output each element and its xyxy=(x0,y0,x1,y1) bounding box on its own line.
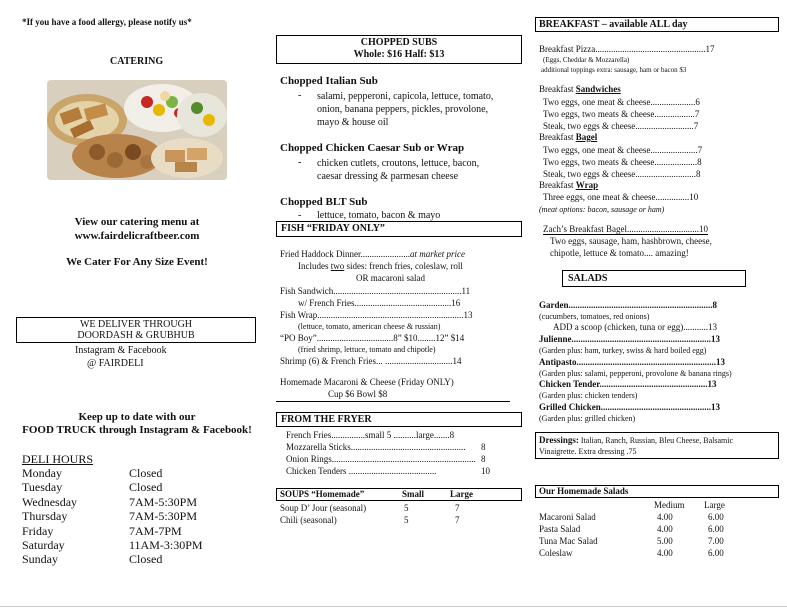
salad-grilled-note: (Garden plus: grilled chicken) xyxy=(539,414,636,423)
catering-photo xyxy=(47,80,227,180)
desc-line: caesar dressing & parmesan cheese xyxy=(317,171,459,182)
po-boy: “PO Boy”..................................8” $10........12” $14 xyxy=(280,333,465,343)
fish-wrap: Fish Wrap.................................................................13 xyxy=(280,310,473,320)
soup-small: 5 xyxy=(404,515,409,525)
fryer-item-price: 8 xyxy=(481,442,486,452)
blt-sub-name: Chopped BLT Sub xyxy=(280,196,368,208)
hours-day: Saturday xyxy=(22,538,65,553)
meat-options: (meat options: bacon, sausage or ham) xyxy=(539,205,665,214)
includes-line xyxy=(298,261,463,271)
homemade-salads-header xyxy=(535,485,779,498)
add-scoop: ADD a scoop (chicken, tuna or egg)...........13 xyxy=(553,322,717,332)
pizza-note2: additional toppings extra: sausage, ham or bacon $3 xyxy=(541,66,687,74)
zach-bagel: Zach’s Breakfast Bagel................................10 xyxy=(543,224,708,234)
fish-sandwich: Fish Sandwich.........................................................11 xyxy=(280,286,471,296)
dash: - xyxy=(298,157,302,168)
menu-item: Two eggs, two meats & cheese...................8 xyxy=(543,157,702,168)
salad-garden: Garden................................................................8 xyxy=(539,300,718,310)
salad-antipasto-note: (Garden plus: salami, pepperoni, provolone & banana rings) xyxy=(539,369,732,378)
fryer-item-name: Mozzarella Sticks................................................... xyxy=(286,442,466,452)
deliver-line2: DOORDASH & GRUBHUB xyxy=(77,330,195,341)
dressings-label: Dressings: xyxy=(539,435,579,445)
hs-name: Tuna Mac Salad xyxy=(539,536,598,546)
menu-item: Two eggs, one meat & cheese....................6 xyxy=(543,97,700,107)
salad-chicken-tender: Chicken Tender................................................13 xyxy=(539,379,717,389)
hs-medium: 4.00 xyxy=(657,548,673,558)
hours-day: Monday xyxy=(22,466,62,480)
salad-julienne: Julienne..............................................................13 xyxy=(539,334,721,344)
soups-title: SOUPS “Homemade” xyxy=(280,489,365,499)
salad-chicken-note: (Garden plus: chicken tenders) xyxy=(539,391,638,400)
view-menu-text: View our catering menu at xyxy=(74,216,200,228)
bagel-items xyxy=(543,144,702,181)
hours-time: Closed xyxy=(129,552,163,567)
hours-day: Tuesday xyxy=(22,480,63,495)
hs-large: 6.00 xyxy=(708,524,724,534)
hs-medium: 5.00 xyxy=(657,536,673,546)
hours-time: 11AM-3:30PM xyxy=(129,538,203,553)
hours-day: Sunday xyxy=(22,552,58,567)
col-medium: Medium xyxy=(654,500,685,510)
page-bottom-divider xyxy=(0,606,787,607)
bagel-heading xyxy=(539,132,597,142)
col-large: Large xyxy=(704,500,725,510)
heading-text: Breakfast xyxy=(539,84,576,94)
dressings-line2: Vinaigrette. Extra dressing .75 xyxy=(539,447,637,456)
po-boy-note: (fried shrimp, lettuce, tomato and chipotle) xyxy=(298,345,436,354)
fish-title: FISH “FRIDAY ONLY” xyxy=(281,223,385,234)
haddock-price: at market price xyxy=(409,249,465,259)
heading-emph: Wrap xyxy=(575,180,599,190)
hours-days xyxy=(22,466,77,567)
fish-header xyxy=(276,221,522,237)
salad-garden-note: (cucumbers, tomatoes, red onions) xyxy=(539,312,650,321)
soup-large: 7 xyxy=(455,515,460,525)
fryer-item-price: 8 xyxy=(481,454,486,464)
hs-large: 7.00 xyxy=(708,536,724,546)
sandwiches-heading xyxy=(539,84,621,94)
chopped-subs-title: CHOPPED SUBS xyxy=(360,37,438,48)
hours-times xyxy=(129,466,203,567)
menu-item: Steak, two eggs & cheese..........................7 xyxy=(543,121,699,132)
hours-time: 7AM-5:30PM xyxy=(129,509,198,524)
desc-line: salami, pepperoni, capicola, lettuce, tomato, xyxy=(317,91,494,102)
breakfast-title: BREAKFAST – available ALL day xyxy=(539,19,688,30)
hours-day: Friday xyxy=(22,523,54,538)
soups-col-small: Small xyxy=(402,489,425,499)
heading-text: Breakfast xyxy=(539,180,576,190)
hs-name: Pasta Salad xyxy=(539,524,581,534)
zach-desc2: chipotle, lettuce & tomato.... amazing! xyxy=(550,248,689,258)
deli-hours-title: DELI HOURS xyxy=(22,452,93,466)
allergy-notice: *If you have a food allergy, please notify us* xyxy=(22,17,192,27)
delivery-box xyxy=(16,317,256,343)
hs-large: 6.00 xyxy=(708,548,724,558)
hs-name: Coleslaw xyxy=(539,548,573,558)
instagram-line: Instagram & Facebook xyxy=(75,345,167,356)
haddock-line xyxy=(280,249,465,259)
includes-or: OR macaroni salad xyxy=(356,273,425,283)
salad-antipasto: Antipasto..............................................................13 xyxy=(539,357,726,367)
desc-line: onion, banana peppers, pickles, provolone, xyxy=(317,104,489,115)
deliver-line1: WE DELIVER THROUGH xyxy=(79,319,193,330)
fryer-header xyxy=(276,412,522,427)
hours-time: Closed xyxy=(129,466,163,480)
hours-day: Wednesday xyxy=(22,494,78,509)
mac-cheese-prices: Cup $6 Bowl $8 xyxy=(328,389,388,399)
soup-large: 7 xyxy=(455,503,460,513)
chopped-subs-header xyxy=(276,35,522,64)
fryer-item-name: Onion Rings................................................................ xyxy=(286,454,476,464)
caesar-sub-desc xyxy=(317,157,479,183)
dash: - xyxy=(298,210,302,221)
catering-platter-image xyxy=(47,80,227,180)
dressings-line1 xyxy=(539,435,778,446)
mac-cheese: Homemade Macaroni & Cheese (Friday ONLY) xyxy=(280,377,454,387)
wrap-item: Three eggs, one meat & cheese...............10 xyxy=(543,192,699,202)
salad-grilled-chicken: Grilled Chicken.................................................13 xyxy=(539,402,721,412)
hs-large: 6.00 xyxy=(708,512,724,522)
homemade-salads-title: Our Homemade Salads xyxy=(539,486,629,496)
sandwich-items xyxy=(543,96,700,133)
menu-item: Two eggs, one meat & cheese.....................7 xyxy=(543,145,703,155)
soups-col-large: Large xyxy=(450,489,473,499)
desc-line: chicken cutlets, croutons, lettuce, bacon, xyxy=(317,158,480,169)
blt-sub-desc: lettuce, tomato, bacon & mayo xyxy=(317,210,441,221)
heading-text: Breakfast xyxy=(539,132,576,142)
keep-up-line1: Keep up to date with our xyxy=(78,411,196,423)
desc-line: mayo & house oil xyxy=(317,117,389,128)
hours-time: Closed xyxy=(129,480,163,495)
breakfast-header xyxy=(535,17,779,32)
hours-time: 7AM-7PM xyxy=(129,523,182,538)
hs-medium: 4.00 xyxy=(657,524,673,534)
fryer-title: FROM THE FRYER xyxy=(281,414,372,425)
salad-julienne-note: (Garden plus: ham, turkey, swiss & hard boiled egg) xyxy=(539,346,707,355)
soup-name: Chili (seasonal) xyxy=(280,515,337,525)
includes-two: two xyxy=(330,261,345,271)
heading-emph: Bagel xyxy=(575,132,598,142)
website-link[interactable]: www.fairdelicraftbeer.com xyxy=(74,230,200,242)
includes-text: sides: french fries, coleslaw, roll xyxy=(344,261,463,271)
catering-title: CATERING xyxy=(110,56,164,67)
hs-medium: 4.00 xyxy=(657,512,673,522)
hs-name: Macaroni Salad xyxy=(539,512,596,522)
italian-sub-name: Chopped Italian Sub xyxy=(280,75,378,87)
italian-sub-desc xyxy=(317,90,493,129)
fish-sandwich-fries: w/ French Fries...........................................16 xyxy=(298,298,461,308)
hours-time: 7AM-5:30PM xyxy=(129,494,198,509)
pizza-note1: (Eggs, Cheddar & Mozzarella) xyxy=(543,56,630,64)
wrap-heading xyxy=(539,180,598,190)
instagram-handle[interactable]: @ FAIRDELI xyxy=(87,358,144,369)
soup-name: Soup D’ Jour (seasonal) xyxy=(280,503,367,513)
haddock-name: Fried Haddock Dinner...................... xyxy=(280,249,410,259)
keep-up-line2: FOOD TRUCK through Instagram & Facebook! xyxy=(22,424,252,436)
menu-item: Two eggs, two meats & cheese..................7 xyxy=(543,109,700,120)
dash: - xyxy=(298,90,302,101)
dressings-box xyxy=(535,432,779,459)
menu-item: Steak, two eggs & cheese...........................8 xyxy=(543,169,701,180)
hours-day: Thursday xyxy=(22,509,68,524)
chopped-subs-prices: Whole: $16 Half: $13 xyxy=(353,49,445,60)
heading-emph: Sandwiches xyxy=(575,84,621,94)
dressings-list: Italian, Ranch, Russian, Bleu Cheese, Balsamic xyxy=(578,436,734,445)
caesar-sub-name: Chopped Chicken Caesar Sub or Wrap xyxy=(280,142,465,154)
breakfast-pizza: Breakfast Pizza.................................................17 xyxy=(539,44,715,54)
shrimp-fries: Shrimp (6) & French Fries... ..............................14 xyxy=(280,356,462,366)
soup-small: 5 xyxy=(404,503,409,513)
fish-divider xyxy=(276,401,510,402)
fish-wrap-note: (lettuce, tomato, american cheese & russian) xyxy=(298,322,441,331)
includes-text: Includes xyxy=(298,261,331,271)
zach-desc1: Two eggs, sausage, ham, hashbrown, cheese, xyxy=(550,236,712,246)
fryer-item-price: 10 xyxy=(481,466,490,476)
fryer-fries: French Fries...............small 5 ..........large.......8 xyxy=(286,430,455,440)
cater-any-size: We Cater For Any Size Event! xyxy=(66,256,208,268)
salads-title: SALADS xyxy=(568,273,608,284)
fryer-item-name: Chicken Tenders ....................................... xyxy=(286,466,437,476)
salads-header xyxy=(562,270,746,287)
